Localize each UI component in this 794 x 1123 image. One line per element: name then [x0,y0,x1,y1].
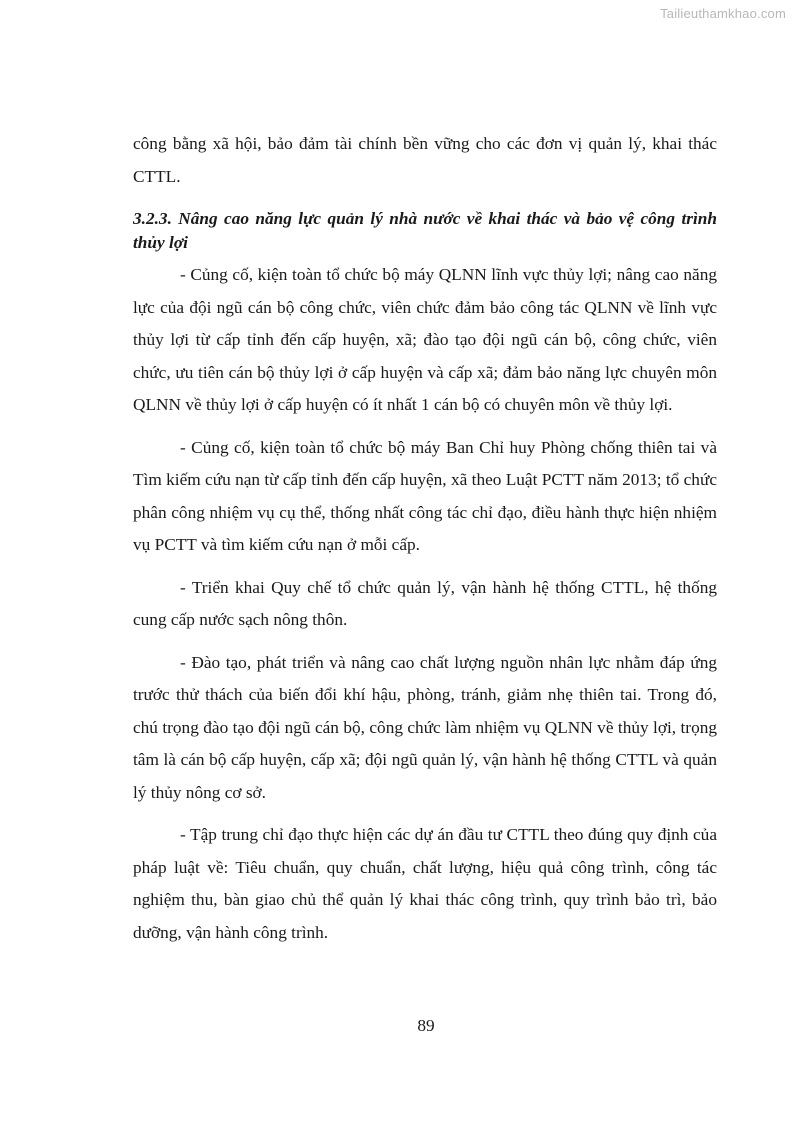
page-number: 89 [417,1016,435,1035]
paragraph-1: - Củng cố, kiện toàn tổ chức bộ máy QLNN lĩnh vực thủy lợi; nâng cao năng lực của đội ngũ cán bộ công chức, viên chức đảm bảo công tác QLNN về lĩnh vực thủy lợi từ cấp tỉnh đến cấp huyện, xã; đào tạo đội ngũ cán bộ, công chức, viên chức, ưu tiên cán bộ thủy lợi ở cấp huyện và cấp xã; đảm bảo năng lực chuyên môn QLNN về thủy lợi ở cấp huyện có ít nhất 1 cán bộ có chuyên môn về thủy lợi. [133,265,717,414]
paragraph-4: - Đào tạo, phát triển và nâng cao chất lượng nguồn nhân lực nhằm đáp ứng trước thử thách của biến đổi khí hậu, phòng, tránh, giảm nhẹ thiên tai. Trong đó, chú trọng đào tạo đội ngũ cán bộ, công chức làm nhiệm vụ QLNN về thủy lợi, trọng tâm là cán bộ cấp huyện, cấp xã; đội ngũ quản lý, vận hành hệ thống CTTL và quản lý thủy nông cơ sở. [133,652,717,802]
page-body [133,128,717,949]
paragraph-3: - Triển khai Quy chế tổ chức quản lý, vận hành hệ thống CTTL, hệ thống cung cấp nước sạch nông thôn. [133,577,717,629]
watermark: Tailieuthamkhao.com [660,6,786,21]
continuation-paragraph: công bằng xã hội, bảo đảm tài chính bền vững cho các đơn vị quản lý, khai thác CTTL. [133,134,717,186]
paragraph-2: - Củng cố, kiện toàn tổ chức bộ máy Ban Chỉ huy Phòng chống thiên tai và Tìm kiếm cứu nạn từ cấp tỉnh đến cấp huyện, xã theo Luật PCTT năm 2013; tổ chức phân công nhiệm vụ cụ thể, thống nhất công tác chỉ đạo, điều hành thực hiện nhiệm vụ PCTT và tìm kiếm cứu nạn ở mỗi cấp. [133,437,717,554]
section-heading: 3.2.3. Nâng cao năng lực quản lý nhà nước về khai thác và bảo vệ công trình thủy lợi [133,209,717,252]
paragraph-5: - Tập trung chỉ đạo thực hiện các dự án đầu tư CTTL theo đúng quy định của pháp luật về: Tiêu chuẩn, quy chuẩn, chất lượng, hiệu quả công trình, công tác nghiệm thu, bàn giao chủ thể quản lý khai thác công trình, quy trình bảo trì, bảo dưỡng, vận hành công trình. [133,825,717,942]
